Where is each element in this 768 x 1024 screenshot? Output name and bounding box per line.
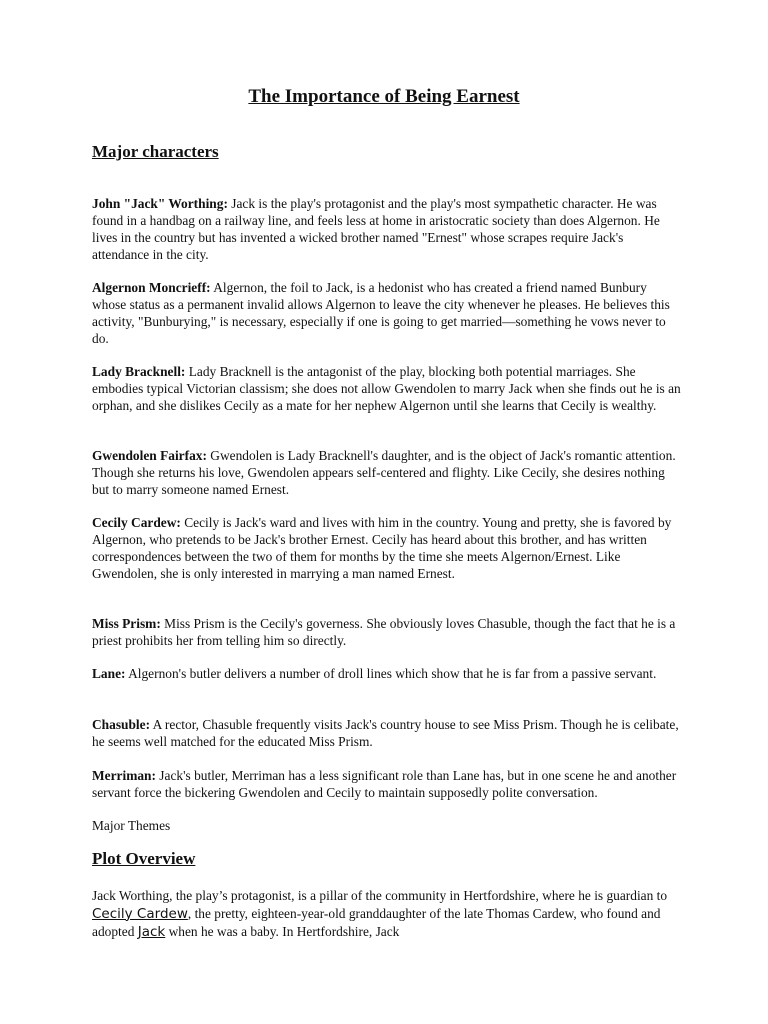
character-description: Jack's butler, Merriman has a less significant role than Lane has, but in one scene he and another servant force the bickering Gwendolen and Cecily to maintain supposedly polite conversation. <box>92 768 677 800</box>
character-paragraph-lane <box>92 665 682 682</box>
document-title: The Importance of Being Earnest <box>248 86 520 107</box>
character-name: Chasuble: <box>92 717 151 732</box>
character-name: Lady Bracknell: <box>92 364 186 379</box>
character-description: A rector, Chasuble frequently visits Jack's country house to see Miss Prism. Though he is celibate, he seems well matched for the educated Miss Prism. <box>92 717 679 749</box>
major-themes-label: Major Themes <box>92 818 171 833</box>
character-paragraph-algernon <box>92 279 682 347</box>
plot-overview-heading: Plot Overview <box>92 849 196 868</box>
character-paragraph-merriman <box>92 767 682 801</box>
character-name: Gwendolen Fairfax: <box>92 448 207 463</box>
character-name: Algernon Moncrieff: <box>92 280 211 295</box>
character-description: Cecily is Jack's ward and lives with him in the country. Young and pretty, she is favored by Algernon, who pretends to be Jack's brother Ernest. Cecily has heard about this brother, and has written correspondences between the two of them for months by the time she meets Algernon/Ernest. Like Gwendolen, she is only interested in marrying a man named Ernest. <box>92 515 672 581</box>
character-paragraph-miss-prism <box>92 615 682 649</box>
character-description: Jack is the play's protagonist and the play's most sympathetic character. He was found in a handbag on a railway line, and feels less at home in aristocratic society than does Algernon. He lives in the country but has invented a wicked brother named "Ernest" whose scrapes require Jack's attendance in the city. <box>92 196 660 262</box>
plot-text: , the pretty, eighteen-year-old granddaughter of the late Thomas Cardew, who found and adopted <box>92 905 661 939</box>
major-characters-heading: Major characters <box>92 142 219 161</box>
cecily-cardew-link[interactable]: Cecily Cardew <box>92 905 188 922</box>
jack-link[interactable]: Jack <box>137 924 166 940</box>
character-name: Cecily Cardew: <box>92 515 181 530</box>
character-description: Lady Bracknell is the antagonist of the play, blocking both potential marriages. She embodies typical Victorian classism; she does not allow Gwendolen to marry Jack when she finds out he is an orphan, and she dislikes Cecily as a mate for her nephew Algernon until she learns that Cecily is wealthy. <box>92 364 681 413</box>
character-description: Algernon, the foil to Jack, is a hedonist who has created a friend named Bunbury whose status as a permanent invalid allows Algernon to leave the city whenever he pleases. He believes this activity, "Bunburying," is necessary, especially if one is going to get married—something he vows never to do. <box>92 280 670 346</box>
character-name: Merriman: <box>92 768 156 783</box>
character-name: Lane: <box>92 666 126 681</box>
character-description: Gwendolen is Lady Bracknell's daughter, and is the object of Jack's romantic attention. Though she returns his love, Gwendolen appears self-centered and flighty. Like Cecily, she desires nothing but to marry someone named Ernest. <box>92 448 676 497</box>
plot-text: when he was a baby. In Hertfordshire, Jack <box>165 924 400 939</box>
plot-text: Jack Worthing, the play’s protagonist, is a pillar of the community in Hertfordshire, where he is guardian to <box>92 888 668 903</box>
plot-overview-paragraph <box>92 887 682 942</box>
character-paragraph-gwendolen <box>92 447 682 498</box>
character-paragraph-chasuble <box>92 716 682 750</box>
character-name: Miss Prism: <box>92 616 161 631</box>
character-description: Miss Prism is the Cecily's governess. She obviously loves Chasuble, though the fact that he is a priest prohibits her from telling him so directly. <box>92 616 676 648</box>
character-paragraph-cecily <box>92 514 682 582</box>
character-paragraph-jack <box>92 195 682 263</box>
character-paragraph-lady-bracknell <box>92 363 682 414</box>
character-description: Algernon's butler delivers a number of droll lines which show that he is far from a passive servant. <box>125 666 657 681</box>
character-name: John "Jack" Worthing: <box>92 196 228 211</box>
